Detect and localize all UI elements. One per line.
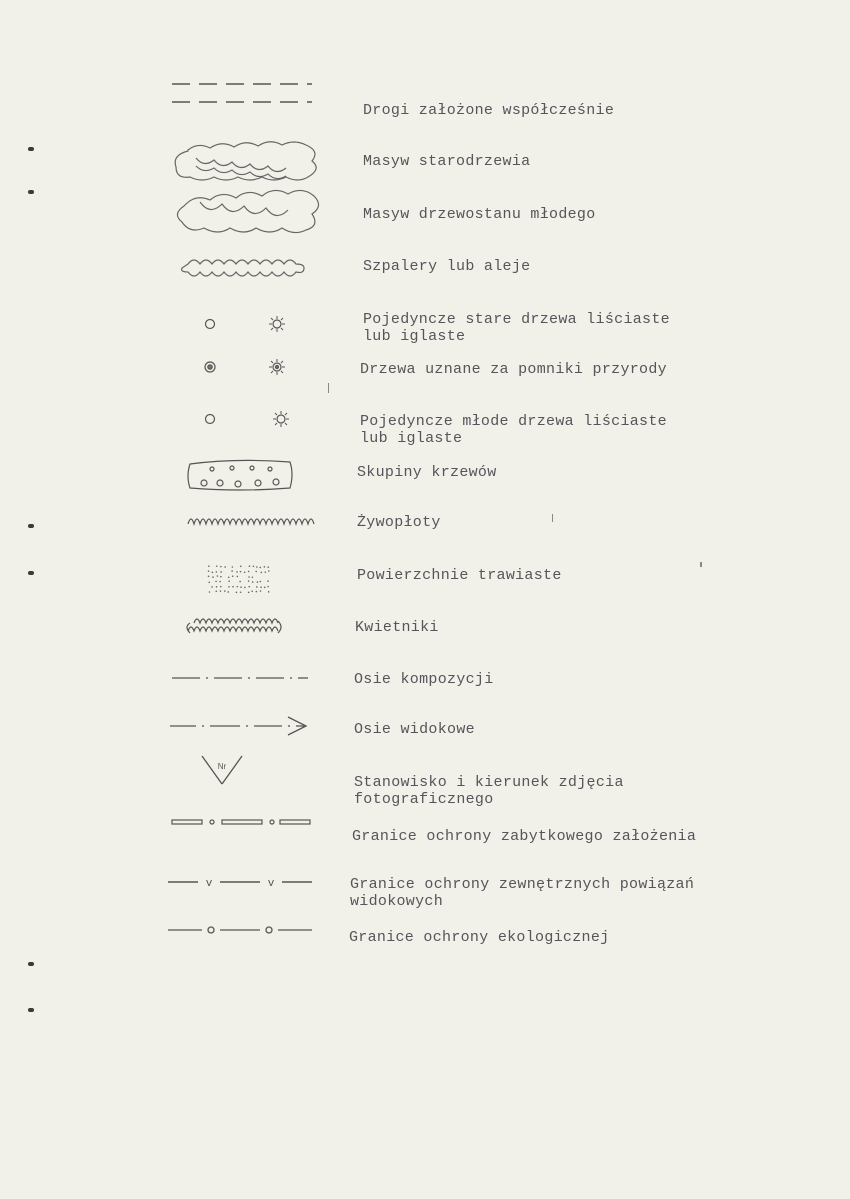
grass-dot [239, 581, 241, 583]
grass-dot [248, 586, 250, 588]
legend-label: Masyw starodrzewia [363, 153, 531, 170]
grass-dot [260, 586, 262, 588]
grass-dots-icon [160, 560, 330, 598]
grass-dot [228, 586, 230, 588]
grass-dot [264, 566, 266, 568]
hedge-icon [160, 510, 330, 532]
grass-dot [215, 591, 217, 593]
grass-dot [248, 580, 250, 582]
single-young-trees-icon [160, 407, 330, 433]
grass-dot [220, 566, 222, 568]
binder-hole [28, 962, 34, 966]
grass-dot [244, 587, 246, 589]
grass-dot [208, 581, 210, 583]
grass-dot [257, 581, 259, 583]
grass-dot [240, 565, 242, 567]
grass-dot [264, 587, 266, 589]
tree-row-icon [160, 252, 330, 278]
grass-dot [248, 592, 250, 594]
legend-label: Szpalery lub aleje [363, 258, 531, 275]
legend-label: Osie kompozycji [354, 671, 494, 688]
single-old-trees-icon [160, 312, 330, 338]
grass-dot [255, 571, 257, 573]
grass-dot [227, 591, 229, 593]
legend-label: Pojedyncze stare drzewa liściaste [363, 311, 670, 328]
composition-axis-icon [160, 668, 330, 688]
grass-dot [212, 572, 214, 574]
grass-dot [220, 586, 222, 588]
grass-dot [267, 586, 269, 588]
view-marker: v [205, 878, 213, 890]
grass-dot [224, 590, 226, 592]
grass-dot [208, 576, 210, 578]
grass-dot [260, 581, 262, 583]
grass-dot [232, 586, 234, 588]
grass-dot [244, 571, 246, 573]
ecological-boundary-icon [160, 920, 330, 940]
grass-dot [220, 590, 222, 592]
legend-label: Stanowisko i kierunek zdjęcia [354, 774, 624, 791]
grass-dot [267, 580, 269, 582]
grass-dot [212, 576, 214, 578]
grass-dot [260, 590, 262, 592]
binder-hole [28, 147, 34, 151]
legend-label: Granice ochrony zabytkowego założenia [352, 828, 697, 845]
grass-dot [232, 566, 234, 568]
view-axis-arrow-icon [160, 712, 330, 740]
legend-label: Drogi założone współcześnie [363, 102, 615, 119]
grass-dot [256, 586, 258, 588]
binder-hole [28, 571, 34, 575]
grass-dot [228, 577, 230, 579]
legend-label: Osie widokowe [354, 721, 475, 738]
photo-number-marker: Nr [217, 762, 227, 771]
legend-label: Skupiny krzewów [357, 464, 497, 481]
grass-dot [219, 581, 221, 583]
grass-dot [252, 576, 254, 578]
grass-dot [248, 576, 250, 578]
legend-label-line2: fotograficznego [354, 791, 494, 808]
legend-label: Pojedyncze młode drzewa liściaste [360, 413, 667, 430]
dashed-double-line-icon [160, 78, 330, 108]
grass-dot [256, 566, 258, 568]
grass-dot [215, 581, 217, 583]
heritage-boundary-icon [160, 813, 330, 833]
monument-trees-icon [160, 355, 330, 381]
young-tree-mass-icon [160, 188, 330, 240]
photo-position-icon [160, 750, 330, 790]
legend-label: Kwietniki [355, 619, 439, 636]
grass-dot [268, 570, 270, 572]
view-link-boundary-icon [160, 872, 330, 892]
binder-hole [28, 190, 34, 194]
legend-label: Granice ochrony ekologicznej [349, 929, 610, 946]
grass-dot [259, 567, 261, 569]
grass-dot [211, 586, 213, 588]
legend-label-line2: lub iglaste [360, 430, 463, 447]
grass-dot [228, 580, 230, 582]
legend-label: Powierzchnie trawiaste [357, 567, 562, 584]
grass-dot [216, 571, 218, 573]
stray-mark [552, 514, 553, 522]
legend-label-line2: lub iglaste [363, 328, 466, 345]
grass-dot [236, 571, 238, 573]
grass-dot [232, 575, 234, 577]
grass-dot [240, 586, 242, 588]
grass-dot [260, 572, 262, 574]
legend-label: Masyw drzewostanu młodego [363, 206, 596, 223]
grass-dot [240, 591, 242, 593]
grass-dot [240, 571, 242, 573]
grass-dot [264, 571, 266, 573]
grass-dot [268, 591, 270, 593]
grass-dot [251, 590, 253, 592]
grass-dot [252, 581, 254, 583]
grass-dot [216, 586, 218, 588]
binder-hole [28, 1008, 34, 1012]
stray-mark [328, 383, 329, 393]
grass-dot [208, 565, 210, 567]
grass-dot [237, 586, 239, 588]
old-tree-mass-icon [160, 136, 330, 186]
grass-dot [208, 570, 210, 572]
grass-dot [267, 566, 269, 568]
grass-dot [209, 591, 211, 593]
legend-label: Granice ochrony zewnętrznych powiązań [350, 876, 695, 893]
shrub-group-icon [160, 458, 330, 494]
grass-dot [249, 565, 251, 567]
view-marker: v [267, 878, 275, 890]
grass-dot [220, 571, 222, 573]
flowerbed-icon [160, 607, 330, 645]
legend-label: Żywopłoty [357, 514, 441, 531]
grass-dot [253, 565, 255, 567]
grass-dot [237, 576, 239, 578]
grass-dot [248, 571, 250, 573]
binder-hole [28, 524, 34, 528]
grass-dot [220, 576, 222, 578]
grass-dot [224, 566, 226, 568]
legend-label-line2: widokowych [350, 893, 444, 910]
grass-dot [231, 570, 233, 572]
grass-dot [216, 565, 218, 567]
grass-dot [236, 592, 238, 594]
grass-dot [256, 591, 258, 593]
legend-label: Drzewa uznane za pomniki przyrody [360, 361, 667, 378]
grass-dot [217, 575, 219, 577]
stray-mark [700, 562, 702, 567]
